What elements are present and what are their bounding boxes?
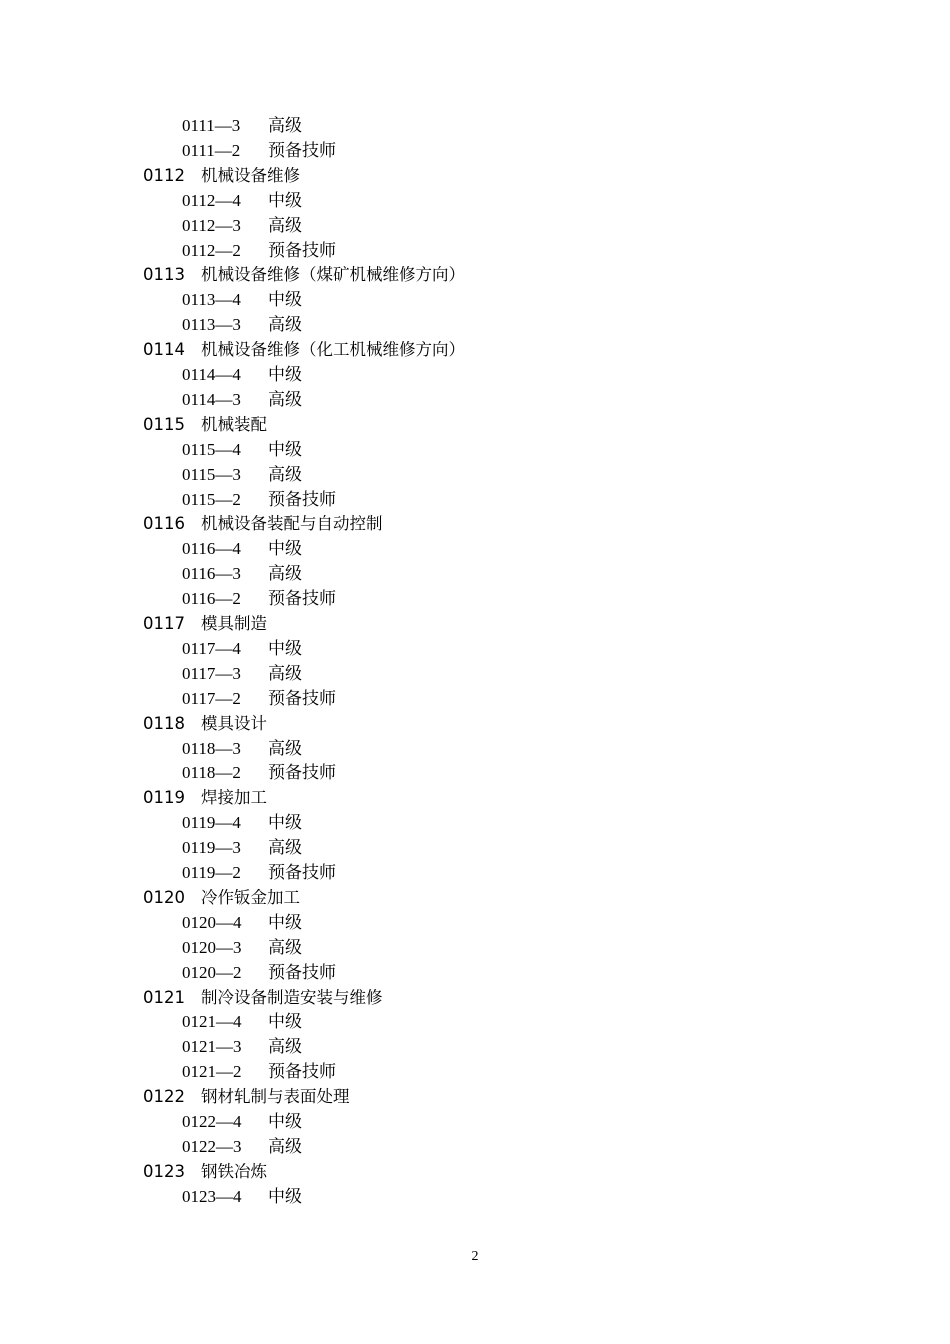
level-item — [182, 810, 302, 835]
level-code: 0116—4 — [182, 539, 241, 559]
major-code: 0123 — [143, 1161, 185, 1181]
level-code: 0121—2 — [182, 1062, 242, 1082]
level-item — [182, 636, 302, 661]
level-code: 0120—4 — [182, 912, 242, 932]
level-item — [182, 1034, 302, 1059]
major-item — [143, 262, 465, 287]
major-code: 0121 — [143, 987, 185, 1007]
major-item — [143, 785, 267, 810]
level-title: 中级 — [268, 912, 302, 932]
level-title: 预备技师 — [268, 763, 336, 783]
major-item — [143, 412, 267, 437]
major-item — [143, 337, 465, 362]
level-code: 0113—4 — [182, 290, 241, 310]
level-item — [182, 213, 302, 238]
level-item — [182, 138, 336, 163]
level-code: 0113—3 — [182, 315, 241, 335]
level-item — [182, 1109, 302, 1134]
level-code: 0122—3 — [182, 1136, 242, 1156]
level-code: 0117—3 — [182, 663, 241, 683]
level-item — [182, 960, 336, 985]
major-item — [143, 1084, 350, 1109]
level-title: 预备技师 — [268, 240, 336, 260]
major-code: 0116 — [143, 514, 185, 534]
level-title: 预备技师 — [268, 863, 336, 882]
level-title: 预备技师 — [268, 140, 336, 160]
level-title: 高级 — [268, 389, 302, 409]
level-item — [182, 437, 302, 462]
level-code: 0121—3 — [182, 1037, 242, 1057]
level-title: 高级 — [268, 116, 302, 135]
level-item — [182, 238, 336, 263]
level-code: 0119—4 — [182, 813, 241, 833]
major-title: 模具设计 — [201, 713, 267, 733]
level-code: 0121—4 — [182, 1012, 242, 1032]
level-title: 高级 — [268, 1037, 302, 1057]
level-item — [182, 661, 302, 686]
level-title: 高级 — [268, 663, 302, 683]
major-code: 0118 — [143, 713, 185, 733]
level-title: 中级 — [268, 1186, 302, 1206]
major-code: 0120 — [143, 887, 185, 907]
level-item — [182, 487, 336, 512]
level-item — [182, 686, 336, 711]
level-title: 中级 — [268, 1012, 302, 1032]
major-item — [143, 163, 300, 188]
level-item — [182, 760, 336, 785]
level-title: 高级 — [268, 464, 302, 484]
level-code: 0119—3 — [182, 838, 241, 858]
level-title: 中级 — [268, 539, 302, 559]
major-code: 0113 — [143, 265, 185, 285]
major-title: 钢材轧制与表面处理 — [201, 1087, 350, 1107]
level-title: 高级 — [268, 564, 302, 584]
major-title: 钢铁冶炼 — [201, 1161, 267, 1181]
level-item — [182, 860, 336, 885]
level-item — [182, 1134, 302, 1159]
level-code: 0123—4 — [182, 1186, 242, 1206]
level-item — [182, 935, 302, 960]
major-code: 0117 — [143, 614, 185, 633]
level-code: 0119—2 — [182, 863, 241, 882]
level-title: 中级 — [268, 290, 302, 310]
level-title: 高级 — [268, 838, 302, 858]
major-item — [143, 1159, 267, 1184]
major-code: 0115 — [143, 414, 185, 434]
level-title: 预备技师 — [268, 1062, 336, 1082]
level-title: 中级 — [268, 439, 302, 459]
level-title: 高级 — [268, 937, 302, 957]
level-title: 高级 — [268, 315, 302, 335]
major-title: 机械设备装配与自动控制 — [201, 514, 383, 534]
level-item — [182, 287, 302, 312]
major-code: 0119 — [143, 788, 185, 808]
major-title: 冷作钣金加工 — [201, 887, 300, 907]
level-title: 中级 — [268, 813, 302, 833]
level-item — [182, 835, 302, 860]
major-title: 机械装配 — [201, 414, 267, 434]
level-code: 0114—3 — [182, 389, 241, 409]
level-code: 0115—4 — [182, 439, 241, 459]
major-code: 0114 — [143, 340, 185, 360]
level-item — [182, 536, 302, 561]
major-title: 机械设备维修（煤矿机械维修方向） — [201, 265, 465, 285]
major-title: 机械设备维修 — [201, 165, 300, 185]
level-code: 0118—3 — [182, 738, 241, 758]
level-item — [182, 188, 302, 213]
level-item — [182, 387, 302, 412]
level-item — [182, 586, 336, 611]
level-title: 高级 — [268, 738, 302, 758]
level-code: 0117—4 — [182, 638, 241, 658]
major-item — [143, 611, 267, 636]
level-code: 0112—2 — [182, 240, 241, 260]
major-title: 模具制造 — [201, 614, 267, 633]
level-code: 0115—2 — [182, 489, 241, 509]
level-item — [182, 1009, 302, 1034]
level-title: 预备技师 — [268, 688, 336, 708]
major-item — [143, 511, 383, 536]
major-title: 机械设备维修（化工机械维修方向） — [201, 340, 465, 360]
page-number: 2 — [471, 1249, 479, 1264]
level-title: 预备技师 — [268, 962, 336, 982]
level-title: 高级 — [268, 1136, 302, 1156]
level-item — [182, 1059, 336, 1084]
level-title: 中级 — [268, 365, 302, 384]
level-code: 0111—2 — [182, 140, 241, 160]
level-item — [182, 312, 302, 337]
level-code: 0116—3 — [182, 564, 241, 584]
level-code: 0115—3 — [182, 464, 241, 484]
major-item — [143, 711, 267, 736]
level-code: 0114—4 — [182, 365, 241, 384]
major-code: 0122 — [143, 1087, 185, 1107]
level-item — [182, 910, 302, 935]
level-title: 中级 — [268, 190, 302, 210]
major-title: 焊接加工 — [201, 788, 267, 808]
level-item — [182, 462, 302, 487]
level-code: 0112—4 — [182, 190, 241, 210]
level-code: 0118—2 — [182, 763, 241, 783]
level-code: 0122—4 — [182, 1112, 242, 1131]
level-code: 0116—2 — [182, 589, 241, 609]
level-title: 中级 — [268, 1112, 302, 1131]
level-item — [182, 736, 302, 761]
level-item — [182, 561, 302, 586]
level-title: 高级 — [268, 215, 302, 235]
level-code: 0120—2 — [182, 962, 242, 982]
major-item — [143, 985, 383, 1010]
level-item — [182, 1184, 302, 1209]
level-item — [182, 362, 302, 387]
major-title: 制冷设备制造安装与维修 — [201, 987, 383, 1007]
level-title: 预备技师 — [268, 589, 336, 609]
major-item — [143, 885, 300, 910]
level-code: 0117—2 — [182, 688, 241, 708]
level-code: 0111—3 — [182, 116, 241, 135]
level-title: 中级 — [268, 638, 302, 658]
level-item — [182, 113, 302, 138]
level-title: 预备技师 — [268, 489, 336, 509]
major-code: 0112 — [143, 165, 185, 185]
level-code: 0120—3 — [182, 937, 242, 957]
level-code: 0112—3 — [182, 215, 241, 235]
